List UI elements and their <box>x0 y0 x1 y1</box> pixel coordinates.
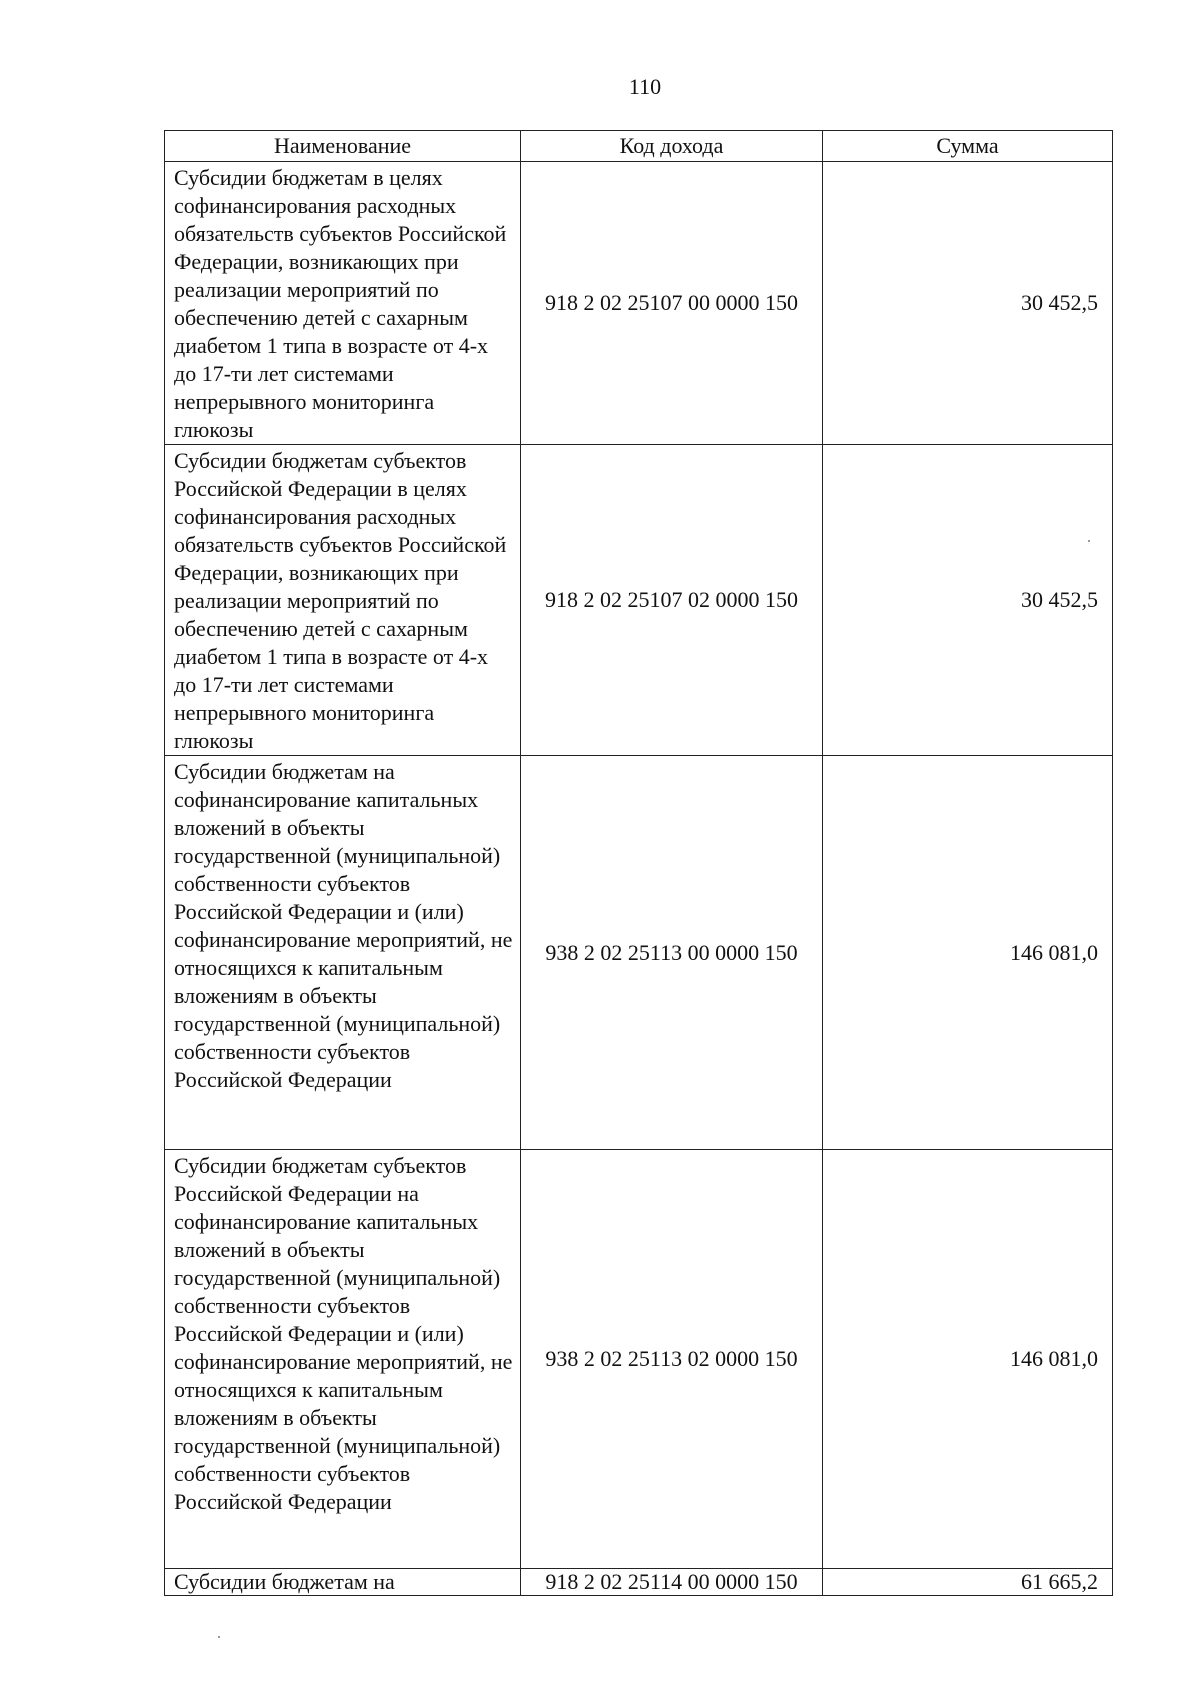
row-name-cell: Субсидии бюджетам на <box>165 1569 521 1596</box>
scan-speck <box>218 1636 220 1638</box>
row-sum-cell: 30 452,5 <box>823 445 1113 756</box>
row-code-cell: 938 2 02 25113 00 0000 150 <box>521 756 823 1150</box>
row-name-cell: Субсидии бюджетам на софинансирование капитальных вложений в объекты государственной (муниципальной) собственности субъектов Российской Федерации и (или) софинансирование мероприятий, не относящихся к капитальным вложениям в объекты государственной (муниципальной) собственности субъектов Российской Федерации <box>165 756 521 1150</box>
row-code-cell: 918 2 02 25114 00 0000 150 <box>521 1569 823 1596</box>
table-row <box>165 162 1113 445</box>
row-name-cell: Субсидии бюджетам в целях софинансирования расходных обязательств субъектов Российской Федерации, возникающих при реализации мероприятий по обеспечению детей с сахарным диабетом 1 типа в возрасте от 4-х до 17-ти лет системами непрерывного мониторинга глюкозы <box>165 162 521 445</box>
row-sum-cell: 146 081,0 <box>823 1150 1113 1569</box>
column-header-name: Наименование <box>165 131 521 162</box>
row-code-cell: 918 2 02 25107 00 0000 150 <box>521 162 823 445</box>
table-row <box>165 1569 1113 1596</box>
column-header-code: Код дохода <box>521 131 823 162</box>
table-row <box>165 756 1113 1150</box>
row-code-cell: 918 2 02 25107 02 0000 150 <box>521 445 823 756</box>
row-sum-cell: 30 452,5 <box>823 162 1113 445</box>
row-name-cell: Субсидии бюджетам субъектов Российской Федерации на софинансирование капитальных вложений в объекты государственной (муниципальной) собственности субъектов Российской Федерации и (или) софинансирование мероприятий, не относящихся к капитальным вложениям в объекты государственной (муниципальной) собственности субъектов Российской Федерации <box>165 1150 521 1569</box>
row-code-cell: 938 2 02 25113 02 0000 150 <box>521 1150 823 1569</box>
page-number: 110 <box>628 74 662 99</box>
table-row <box>165 445 1113 756</box>
revenue-table <box>164 130 1113 1596</box>
row-sum-cell: 61 665,2 <box>823 1569 1113 1596</box>
table-header-row <box>165 131 1113 162</box>
scan-speck <box>1088 540 1090 542</box>
column-header-sum: Сумма <box>823 131 1113 162</box>
row-sum-cell: 146 081,0 <box>823 756 1113 1150</box>
table-row <box>165 1150 1113 1569</box>
row-name-cell: Субсидии бюджетам субъектов Российской Федерации в целях софинансирования расходных обязательств субъектов Российской Федерации, возникающих при реализации мероприятий по обеспечению детей с сахарным диабетом 1 типа в возрасте от 4-х до 17-ти лет системами непрерывного мониторинга глюкозы <box>165 445 521 756</box>
